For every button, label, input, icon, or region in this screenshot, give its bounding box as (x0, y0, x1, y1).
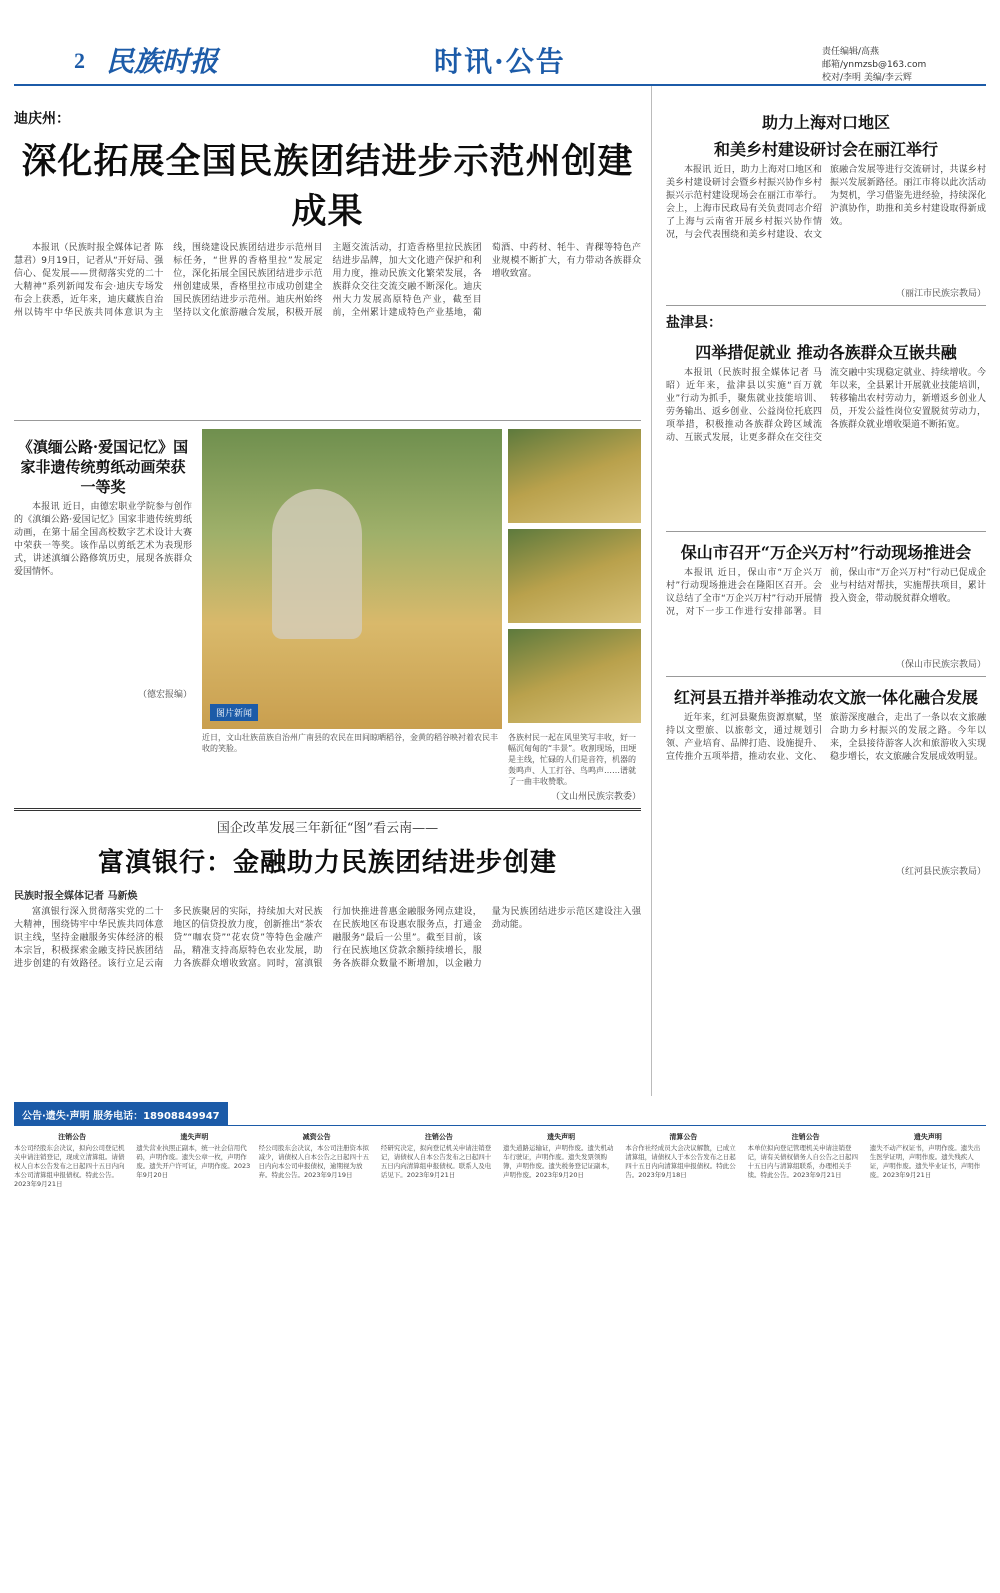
harvest-photo-small-1 (508, 429, 641, 523)
notice-text: 经公司股东会决议，本公司注册资本拟减少，请债权人自本公告之日起四十五日内向本公司申报债权，逾期视为放弃。特此公告。2023年9月19日 (258, 1144, 369, 1179)
photo-caption-main: 近日，文山壮族苗族自治州广南县的农民在田间晾晒稻谷，金黄的稻谷映衬着农民丰收的笑脸。 (202, 733, 498, 753)
second-kicker: 国企改革发展三年新征“图”看云南—— (216, 821, 439, 836)
notice-title: 减资公告 (302, 1133, 331, 1141)
honghe-body: 近年来，红河县聚焦资源禀赋，坚持以文塑旅、以旅彰文，通过规划引领、产业培育、品牌打造、设施提升、宣传推介五项举措，推动农业、文化、旅游深度融合，走出了一条以农文旅融合助力乡村振兴的发展之路。今年以来，全县接待游客人次和旅游收入实现稳步增长，农文旅融合发展成效明显。 (666, 713, 986, 762)
paper-name: 民族时报 (106, 45, 219, 78)
page-number: 2 (74, 48, 85, 73)
second-body: 富滇银行深入贯彻落实党的二十大精神，围绕铸牢中华民族共同体意识主线，坚持金融服务实体经济的根本宗旨，积极探索金融支持民族团结进步创建的有效路径。该行立足云南多民族聚居的实际，持续加大对民族地区的信贷投放力度，创新推出“茶农贷”“咖农贷”“花农贷”等特色金融产品，精准支持高原特色农业发展，助力各族群众增收致富。同时，富滇银行加快推进普惠金融服务网点建设，在民族地区布设惠农服务点，打通金融服务“最后一公里”。截至目前，该行在民族地区贷款余额持续增长，服务各族群众数量不断增加，以金融力量为民族团结进步示范区建设注入强劲动能。 (14, 907, 641, 969)
lead-kicker: 迪庆州： (14, 111, 70, 127)
side-top-headline-1: 助力上海对口地区 (761, 113, 890, 132)
photo-news (202, 429, 641, 802)
short-article-headline: 《滇缅公路·爱国记忆》国家非遗传统剪纸动画荣获一等奖 (17, 438, 189, 496)
section-name: 时讯·公告 (434, 45, 566, 78)
notice-title: 注销公告 (58, 1133, 87, 1141)
editor-line: 邮箱/ynmzsb@163.com (822, 60, 927, 70)
notice-title: 注销公告 (791, 1133, 820, 1141)
baoshan-source: （保山市民族宗教局） (895, 660, 986, 670)
notice-text: 本合作社经成员大会决议解散，已成立清算组，请债权人于本公告发布之日起四十五日内向清算组申报债权。特此公告。2023年9月18日 (625, 1144, 736, 1179)
notice-column (870, 1130, 986, 1593)
second-byline: 民族时报全媒体记者 马新焕 (14, 891, 138, 902)
notice-column (748, 1130, 864, 1593)
notice-title: 注销公告 (424, 1133, 453, 1141)
notice-text: 遗失不动产权证书，声明作废。遗失出生医学证明，声明作废。遗失残疾人证，声明作废。遗失毕业证书，声明作废。2023年9月21日 (869, 1144, 981, 1179)
notice-title: 遗失声明 (180, 1133, 209, 1141)
notice-column (259, 1130, 375, 1593)
honghe-source: （红河县民族宗教局） (895, 867, 986, 877)
short-article-body: 本报讯 近日，由德宏职业学院参与创作的《滇缅公路·爱国记忆》国家非遗传统剪纸动画，在第十届全国高校数字艺术设计大赛中荣获一等奖。该作品以剪纸艺术为表现形式，讲述滇缅公路修筑历史，展现各族群众爱国情怀。 (14, 502, 192, 577)
notice-text: 经研究决定，拟向登记机关申请注销登记，请债权人自本公告发布之日起四十五日内向清算组申报债权。联系人及电话见下。2023年9月21日 (380, 1144, 492, 1179)
yanjin-body: 本报讯（民族时报全媒体记者 马昭）近年来，盐津县以实施“百万就业”行动为抓手，聚焦就业技能培训、劳务输出、返乡创业、公益岗位托底四项举措，积极推动各族群众跨区域流动、互嵌式发展，让更多群众在交往交流交融中实现稳定就业、持续增收。今年以来，全县累计开展就业技能培训，转移输出农村劳动力，新增返乡创业人员，开发公益性岗位安置脱贫劳动力，各族群众就业增收渠道不断拓宽。 (666, 368, 986, 443)
baoshan-body: 本报讯 近日，保山市“万企兴万村”行动现场推进会在隆阳区召开。会议总结了全市“万企兴万村”行动开展情况，对下一步工作进行安排部署。目前，保山市“万企兴万村”行动已促成企业与村结对帮扶，实施帮扶项目，累计投入资金，带动脱贫群众增收。 (666, 568, 986, 617)
lead-headline: 深化拓展全国民族团结进步示范州创建成果 (21, 141, 634, 232)
yanjin-headline: 四举措促就业 推动各族群众互嵌共融 (695, 343, 957, 362)
side-top-headline-2: 和美乡村建设研讨会在丽江举行 (713, 140, 938, 159)
short-article (14, 429, 192, 802)
baoshan-headline: 保山市召开“万企兴万村”行动现场推进会 (680, 543, 972, 562)
yanjin-kicker: 盐津县： (666, 315, 722, 331)
notice-text: 遗失道路运输证，声明作废。遗失机动车行驶证，声明作废。遗失发票领购簿，声明作废。遗失税务登记证副本，声明作废。2023年9月20日 (503, 1144, 614, 1179)
photo-caption-side: 各族村民一起在风里笑写丰收，好一幅沉甸甸的“丰景”。收割现场，田埂是主线，忙碌的人们是音符，机器的轰鸣声、人工打谷、鸟鸣声……谱就了一曲丰收赞歌。 (508, 733, 637, 786)
notice-title: 清算公告 (669, 1133, 698, 1141)
notice-text: 本单位拟向登记管理机关申请注销登记，请有关债权债务人自公告之日起四十五日内与清算组联系，办理相关手续。特此公告。2023年9月21日 (747, 1144, 858, 1179)
notice-column (381, 1130, 497, 1593)
notices-area (14, 1125, 986, 1593)
notice-column (14, 1130, 130, 1593)
side-column (666, 86, 986, 1096)
side-top-source: （丽江市民族宗教局） (895, 289, 986, 299)
harvest-photo (202, 429, 502, 729)
notice-text: 本公司经股东会决议，拟向公司登记机关申请注销登记，现成立清算组。请债权人自本公告发布之日起四十五日内向本公司清算组申报债权。特此公告。2023年9月21日 (14, 1144, 125, 1188)
lead-body: 本报讯（民族时报全媒体记者 陈慧君）9月19日，记者从“开好局、强信心、促发展——贯彻落实党的二十大精神”系列新闻发布会·迪庆专场发布会上获悉，近年来，迪庆藏族自治州以铸牢中华民族共同体意识为主线，围绕建设民族团结进步示范州目标任务，“世界的香格里拉”发展定位，深化拓展全国民族团结进步示范州创建成果，香格里拉市成功创建全国民族团结进步示范州。迪庆州始终坚持以文化旅游融合发展，积极开展主题交流活动，打造香格里拉民族团结进步品牌，加大文化遗产保护和利用力度，推动民族文化繁荣发展，各族群众交往交流交融不断深化。迪庆州大力发展高原特色产业，截至目前，全州累计建成特色产业基地，葡萄酒、中药材、牦牛、青稞等特色产业规模不断扩大，有力带动各族群众增收致富。 (14, 243, 641, 318)
notice-title: 遗失声明 (913, 1133, 942, 1141)
harvest-photo-small-3 (508, 629, 641, 723)
editor-line: 责任编辑/高燕 (822, 47, 880, 57)
photo-news-tag: 图片新闻 (210, 704, 258, 721)
notice-column (503, 1130, 619, 1593)
short-article-source: （德宏报编） (137, 690, 192, 700)
masthead (14, 0, 986, 86)
second-headline: 富滇银行：金融助力民族团结进步创建 (97, 848, 557, 878)
notice-text: 遗失营业执照正副本，统一社会信用代码，声明作废。遗失公章一枚，声明作废。遗失开户许可证，声明作废。2023年9月20日 (136, 1144, 251, 1179)
editor-line: 校对/李明 美编/李云辉 (822, 73, 912, 83)
notice-column (136, 1130, 252, 1593)
harvest-photo-small-2 (508, 529, 641, 623)
honghe-headline: 红河县五措并举推动农文旅一体化融合发展 (673, 688, 978, 707)
photo-source: （文山州民族宗教委） (550, 792, 641, 802)
notices-header: 公告·遗失·声明 服务电话：18908849947 (14, 1102, 228, 1125)
notice-column (625, 1130, 741, 1593)
main-column (14, 86, 652, 1096)
side-top-body: 本报讯 近日，助力上海对口地区和美乡村建设研讨会暨乡村振兴协作乡村振兴示范村建设现场会在丽江市举行。会上，上海市民政局有关负责同志介绍了上海与云南省开展乡村振兴协作情况，与会代表围绕和美乡村建设、农文旅融合发展等进行交流研讨，共谋乡村振兴发展新路径。丽江市将以此次活动为契机，学习借鉴先进经验，持续深化沪滇协作，助推和美乡村建设取得新成效。 (666, 165, 986, 240)
notice-title: 遗失声明 (547, 1133, 576, 1141)
editor-box (822, 46, 972, 85)
